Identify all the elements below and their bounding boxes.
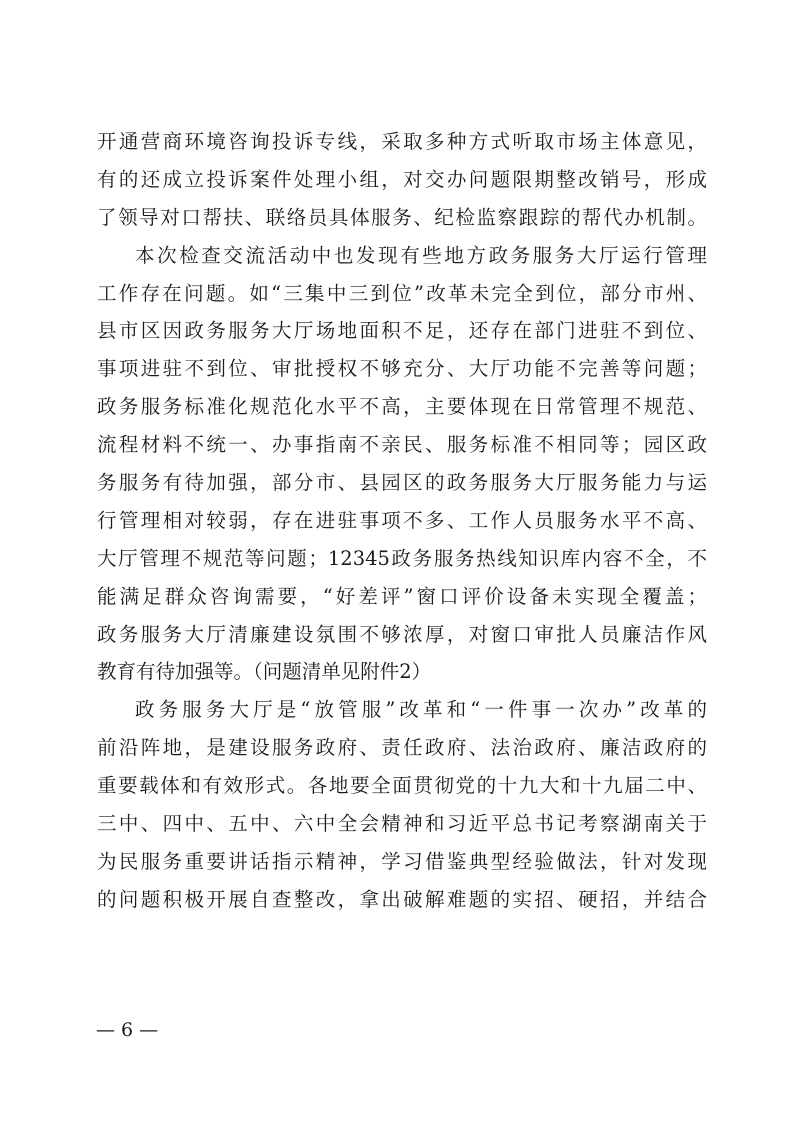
text-line: 政务服务标准化规范化水平不高，主要体现在日常管理不规范、 <box>97 395 707 419</box>
text-line: 工作存在问题。如“三集中三到位”改革未完全到位，部分市州、 <box>97 281 707 305</box>
text-line: 有的还成立投诉案件处理小组，对交办问题限期整改销号，形成 <box>97 167 707 191</box>
text-line: 三中、四中、五中、六中全会精神和习近平总书记考察湖南关于 <box>97 812 707 836</box>
text-line: 教育有待加强等。（问题清单见附件2） <box>97 660 432 684</box>
text-line: 的问题积极开展自查整改，拿出破解难题的实招、硬招，并结合 <box>97 887 707 911</box>
text-line: 能满足群众咨询需要，“好差评”窗口评价设备未实现全覆盖； <box>97 584 707 608</box>
text-line: 大厅管理不规范等问题；12345政务服务热线知识库内容不全，不 <box>97 546 707 570</box>
text-line: 务服务有待加强，部分市、县园区的政务服务大厅服务能力与运 <box>97 471 707 495</box>
text-line: 政务服务大厅清廉建设氛围不够浓厚，对窗口审批人员廉洁作风 <box>97 622 707 646</box>
text-line: 政务服务大厅是“放管服”改革和“一件事一次办”改革的 <box>135 698 707 722</box>
text-line: 本次检查交流活动中也发现有些地方政务服务大厅运行管理 <box>135 243 707 267</box>
text-line: 行管理相对较弱，存在进驻事项不多、工作人员服务水平不高、 <box>97 508 707 532</box>
text-line: 流程材料不统一、办事指南不亲民、服务标准不相同等；园区政 <box>97 433 707 457</box>
text-line: 开通营商环境咨询投诉专线，采取多种方式听取市场主体意见， <box>97 130 707 153</box>
body-text <box>97 123 707 919</box>
text-line: 重要载体和有效形式。各地要全面贯彻党的十九大和十九届二中、 <box>97 774 707 798</box>
text-line: 事项进驻不到位、审批授权不够充分、大厅功能不完善等问题； <box>97 357 707 381</box>
text-line: 为民服务重要讲话指示精神，学习借鉴典型经验做法，针对发现 <box>97 849 707 873</box>
page-number: — 6 — <box>96 1019 159 1041</box>
text-line: 了领导对口帮扶、联络员具体服务、纪检监察跟踪的帮代办机制。 <box>97 205 707 229</box>
text-line: 县市区因政务服务大厅场地面积不足，还存在部门进驻不到位、 <box>97 319 707 343</box>
text-line: 前沿阵地，是建设服务政府、责任政府、法治政府、廉洁政府的 <box>97 736 707 760</box>
